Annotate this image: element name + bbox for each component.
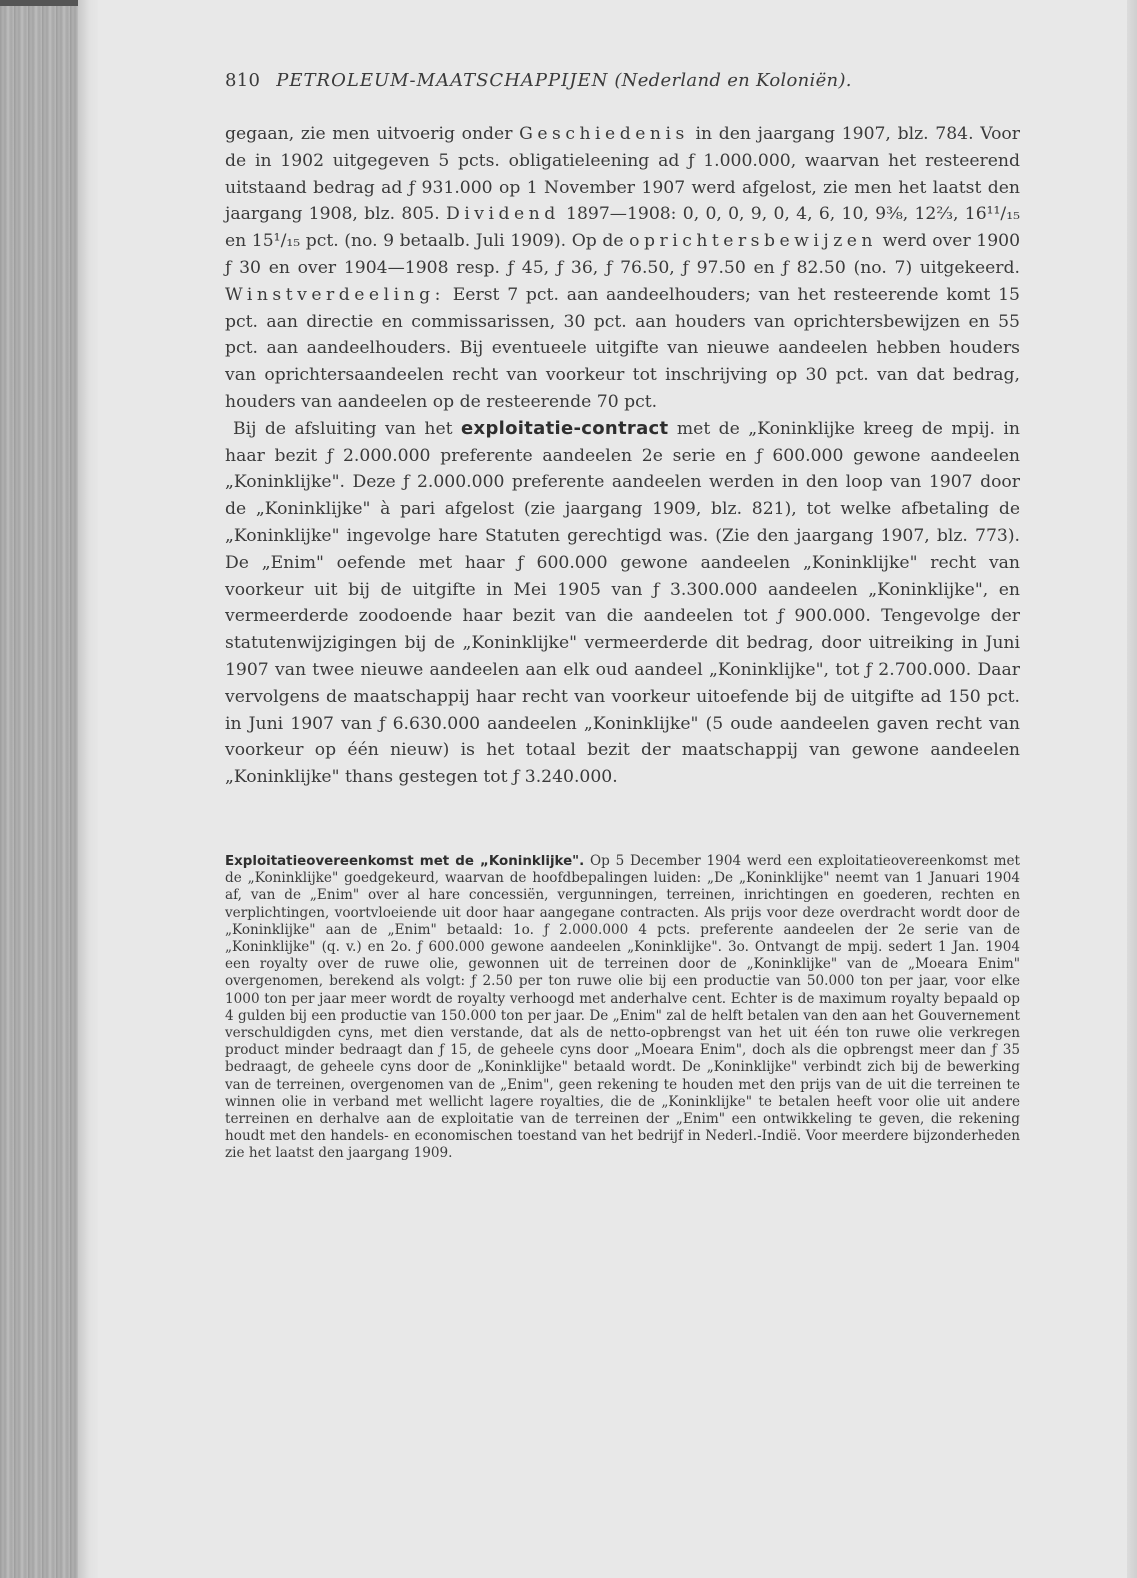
section-heading: Exploitatieovereenkomst met de „Koninklijke". (225, 853, 585, 869)
text-run: met de „Koninklijke kreeg de mpij. in haar bezit ƒ 2.000.000 preferente aandeelen 2e serie en ƒ 600.000 gewone aandeelen „Koninklijke". Deze ƒ 2.000.000 preferente aandeelen werden in den loop van 1907 door de „Koninklijke" à pari afgelost (zie jaargang 1909, blz. 821), tot welke afbetaling de „Koninklijke" ingevolge hare Statuten gerechtigd was. (Zie den jaargang 1907, blz. 773). De „Enim" oefende met haar ƒ 600.000 gewone aandeelen „Koninklijke" recht van voorkeur uit bij de uitgifte in Mei 1905 van ƒ 3.300.000 aandeelen „Koninklijke", en vermeerderde zoodoende haar bezit van die aandeelen tot ƒ 900.000. Tengevolge der statutenwijzigingen bij de „Koninklijke" vermeerderde dit bedrag, door uitreiking in Juni 1907 van twee nieuwe aandeelen aan elk oud aandeel „Koninklijke", tot ƒ 2.700.000. Daar vervolgens de maatschappij haar recht van voorkeur uitoefende bij de uitgifte ad 150 pct. in Juni 1907 van ƒ 6.630.000 aandeelen „Koninklijke" (5 oude aandeelen gaven recht van voorkeur op één nieuw) is het totaal bezit der maatschappij van gewone aandeelen „Koninklijke" thans gestegen tot ƒ 3.240.000. (225, 418, 1020, 788)
paragraph-history-dividend (225, 121, 1020, 416)
spaced-term-dividend: Dividend (446, 204, 560, 225)
section-body: Op 5 December 1904 werd een exploitatieovereenkomst met de „Koninklijke" goedgekeurd, waarvan de hoofdbepalingen luiden: „De „Koninklijke" neemt van 1 Januari 1904 af, van de „Enim" over al hare concessiën, vergunningen, terreinen, inrichtingen en goederen, rechten en verplichtingen, voortvloeiende uit door haar aangegane contracten. Als prijs voor deze overdracht wordt door de „Koninklijke" aan de „Enim" betaald: 1o. ƒ 2.000.000 4 pcts. preferente aandeelen der 2e serie van de „Koninklijke" (q. v.) en 2o. ƒ 600.000 gewone aandeelen „Koninklijke". 3o. Ontvangt de mpij. sedert 1 Jan. 1904 een royalty over de ruwe olie, gewonnen uit de terreinen door de „Koninklijke" van de „Moeara Enim" overgenomen, berekend als volgt: ƒ 2.50 per ton ruwe olie bij een productie van 50.000 ton per jaar, voor elke 1000 ton per jaar meer wordt de royalty verhoogd met anderhalve cent. Echter is de maximum royalty bepaald op 4 gulden bij een productie van 150.000 ton per jaar. De „Enim" zal de helft betalen van den aan het Gouvernement verschuldigden cyns, met dien verstande, dat als de netto-opbrengst van het uit één ton ruwe olie verkregen product minder bedraagt dan ƒ 15, de geheele cyns door „Moeara Enim", doch als die opbrengst meer dan ƒ 35 bedraagt, de geheele cyns door de „Koninklijke" betaald wordt. De „Koninklijke" verbindt zich bij de bewerking van de terreinen, overgenomen van de „Enim", geen rekening te houden met den prijs van de uit die terreinen te winnen olie in verband met wellicht lagere royalties, die de „Koninklijke" te betalen heeft voor olie uit andere terreinen en derhalve aan de exploitatie van de terreinen der „Enim" een ontwikkeling te geven, die rekening houdt met den handels- en economischen toestand van het bedrijf in Nederl.-Indië. Voor meerdere bijzonderheden zie het laatst den jaargang 1909. (225, 852, 1021, 1162)
text-run: gegaan, zie men uitvoerig onder (225, 124, 520, 144)
running-header (225, 70, 1020, 91)
page-number: 810 (225, 70, 261, 91)
header-subtitle: (Nederland en Koloniën). (614, 70, 852, 91)
text-run: werd over 1900 ƒ 30 en over 1904—1908 resp. ƒ 45, ƒ 36, ƒ 76.50, ƒ 97.50 en ƒ 82.50 (no. 7) uitgekeerd. (225, 231, 1021, 278)
text-run: Eerst 7 pct. aan aandeelhouders; van het resteerende komt 15 pct. aan directie en commissarissen, 30 pct. aan houders van oprichtersbewijzen en 55 pct. aan aandeelhouders. Bij eventueele uitgifte van nieuwe aandeelen hebben houders van oprichtersaandeelen recht van voorkeur tot inschrijving op 30 pct. van dat bedrag, houders van aandeelen op de resteerende 70 pct. (225, 284, 1020, 412)
spaced-term-winstverdeeling: Winstverdeeling: (225, 284, 445, 305)
page-right-edge (1127, 0, 1137, 1578)
binding-top-shadow (0, 0, 90, 6)
text-run: in den jaargang 1907, blz. 784. Voor de in 1902 uitgegeven 5 pcts. obligatieleening ad ƒ 1.000.000, waarvan het resteerend uitstaand bedrag ad ƒ 931.000 op 1 November 1907 werd afgelost, zie men het laatst den jaargang 1908, blz. 805. (225, 124, 1020, 225)
spaced-term-oprichtersbewijzen: oprichtersbewijzen (629, 231, 878, 252)
book-binding-pages (0, 0, 78, 1578)
paragraph-exploitatieovereenkomst (225, 853, 1020, 1163)
spaced-term-geschiedenis: Geschiedenis (519, 124, 689, 144)
document-page (225, 70, 1020, 1163)
paragraph-exploitatie-contract (225, 416, 1020, 791)
bold-term-exploitatie-contract: exploitatie-contract (461, 417, 669, 439)
text-run: Bij de afsluiting van het (233, 418, 462, 439)
text-run: 1897—1908: 0, 0, 0, 9, 0, 4, 6, 10, 9⅜, 12⅔, 16¹¹/₁₅ en 15¹/₁₅ pct. (no. 9 betaalb. Juli 1909). Op de (225, 204, 1020, 252)
small-print-section (225, 853, 1020, 1163)
binding-gutter (78, 0, 98, 1578)
header-title: PETROLEUM-MAATSCHAPPIJEN (276, 70, 609, 91)
main-body (225, 121, 1020, 791)
